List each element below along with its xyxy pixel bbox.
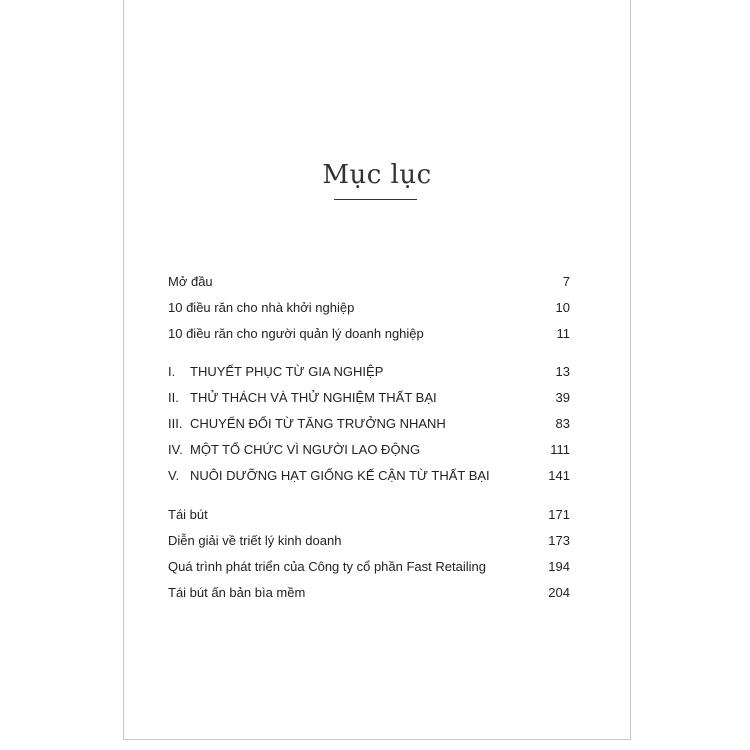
entry-title: Diễn giải về triết lý kinh doanh [168,533,342,548]
entry-title: Mở đầu [168,274,213,289]
chapter-entry [168,385,570,411]
front-matter-list [168,269,570,347]
entry-page: 173 [548,533,570,548]
book-page [123,0,631,740]
toc-entry [168,580,570,606]
chapter-numeral: V. [168,468,180,483]
toc-entry [168,528,570,554]
chapter-title: CHUYỂN ĐỔI TỪ TĂNG TRƯỞNG NHANH [190,416,446,431]
entry-page: 141 [548,468,570,483]
entry-page: 83 [555,416,570,431]
chapter-entry [168,359,570,385]
toc-title: Mục lục [322,160,432,190]
chapter-entry [168,411,570,437]
toc-entry [168,295,570,321]
toc-entry [168,321,570,347]
chapter-title: THỬ THÁCH VÀ THỬ NGHIỆM THẤT BẠI [190,390,437,405]
chapter-title: NUÔI DƯỠNG HẠT GIỐNG KẾ CẬN TỪ THẤT BẠI [190,468,490,483]
entry-title: Tái bút ấn bản bìa mềm [168,585,306,600]
entry-title: 10 điều răn cho người quản lý doanh nghiệp [168,326,424,341]
toc-entry [168,502,570,528]
chapter-numeral: IV. [168,442,183,457]
entry-page: 204 [548,585,570,600]
chapter-entry [168,437,570,463]
entry-page: 194 [548,559,570,574]
entry-page: 10 [555,300,570,315]
chapter-numeral: I. [168,364,176,379]
chapter-numeral: II. [168,390,179,405]
entry-page: 13 [555,364,570,379]
chapter-list [168,359,570,489]
toc-entry [168,269,570,295]
entry-title: 10 điều răn cho nhà khởi nghiệp [168,300,355,315]
back-matter-list [168,502,570,606]
chapter-title: THUYẾT PHỤC TỪ GIA NGHIỆP [190,364,384,379]
entry-title: Tái bút [168,507,208,522]
chapter-title: MỘT TỔ CHỨC VÌ NGƯỜI LAO ĐỘNG [190,442,421,457]
entry-page: 39 [555,390,570,405]
entry-page: 171 [548,507,570,522]
entry-page: 11 [556,326,570,341]
title-underline [334,199,417,200]
entry-page: 7 [562,274,570,289]
entry-page: 111 [550,442,570,457]
chapter-numeral: III. [168,416,183,431]
chapter-entry [168,463,570,489]
entry-title: Quá trình phát triển của Công ty cổ phần Fast Retailing [168,559,486,574]
toc-entry [168,554,570,580]
